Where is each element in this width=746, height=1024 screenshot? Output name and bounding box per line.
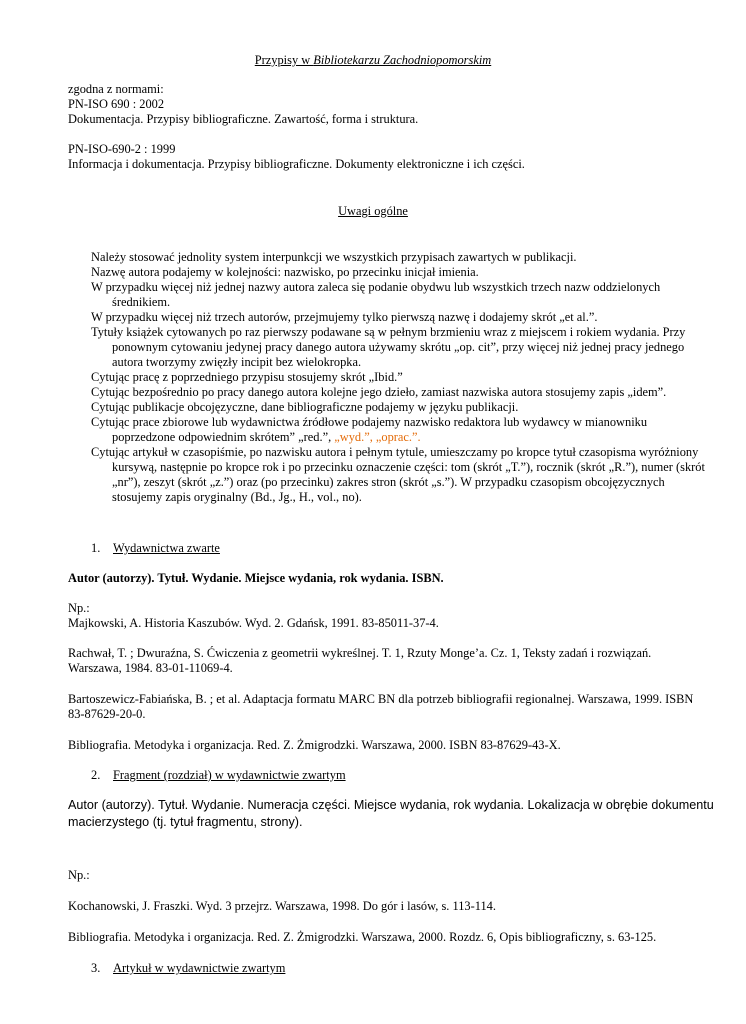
rule-9-text: Cytując prace zbiorowe lub wydawnictwa źródłowe podajemy nazwisko redaktora lub wydawcy w mianowniku poprzedzone odpowiednim skrótem” „red.”, [91, 415, 648, 444]
document-title [0, 53, 746, 68]
rule-item: Należy stosować jednolity system interpunkcji we wszystkich przypisach zawartych w publikacji. [91, 250, 577, 264]
example-entry: Bibliografia. Metodyka i organizacja. Red. Z. Żmigrodzki. Warszawa, 2000. ISBN 83-87629-43-X. [68, 738, 561, 752]
section-2-format: Autor (autorzy). Tytuł. Wydanie. Numeracja części. Miejsce wydania, rok wydania. Lokalizacja w obrębie dokumentu macierzystego (tj. tytuł fragmentu, strony). [68, 798, 714, 829]
general-rules-list [91, 250, 713, 505]
section-3-title: Artykuł w wydawnictwie zwartym [113, 961, 286, 975]
rule-9-accent-text: „wyd.”, „oprac.”. [334, 430, 421, 444]
example-entry: Bibliografia. Metodyka i organizacja. Red. Z. Żmigrodzki. Warszawa, 2000. Rozdz. 6, Opis bibliograficzny, s. 63-125. [68, 930, 657, 944]
section-1-number: 1. [91, 541, 101, 555]
example-entry: Kochanowski, J. Fraszki. Wyd. 3 przejrz. Warszawa, 1998. Do gór i lasów, s. 113-114. [68, 899, 496, 913]
rule-item: Cytując artykuł w czasopiśmie, po nazwisku autora i pełnym tytule, umieszczamy po kropce tytuł czasopisma wyróżniony kursywą, następnie po kropce rok i po przecinku oznaczenie części: tom (skrót „T.”), rocznik (skrót „R.”), numer (skrót „nr”), zeszyt (skrót „z.”) oraz (po przecinku) zakres stron (skrót „s.”). W przypadku czasopism obcojęzycznych stosujemy zapis oryginalny (Bd., Jg., H., vol., no). [91, 445, 705, 504]
general-remarks-heading: Uwagi ogólne [338, 204, 408, 218]
rule-item: Nazwę autora podajemy w kolejności: nazwisko, po przecinku inicjał imienia. [91, 265, 479, 279]
section-2-title: Fragment (rozdział) w wydawnictwie zwartym [113, 768, 346, 782]
section-1-heading [91, 541, 220, 556]
standards-intro: zgodna z normami: [68, 82, 164, 96]
section-2-number: 2. [91, 768, 101, 782]
rule-item: Cytując bezpośrednio po pracy danego autora kolejne jego dzieło, zamiast nazwiska autora stosujemy zapis „idem”. [91, 385, 667, 399]
section-1-title: Wydawnictwa zwarte [113, 541, 220, 555]
section-1-format: Autor (autorzy). Tytuł. Wydanie. Miejsce wydania, rok wydania. ISBN. [68, 571, 444, 585]
rule-item: Cytując pracę z poprzedniego przypisu stosujemy skrót „Ibid.” [91, 370, 403, 384]
rule-item: W przypadku więcej niż trzech autorów, przejmujemy tylko pierwszą nazwę i dodajemy skrót „et al.”. [91, 310, 598, 324]
rule-item: Tytuły książek cytowanych po raz pierwszy podawane są w pełnym brzmieniu wraz z miejscem i rokiem wydania. Przy ponownym cytowaniu jedynej pracy danego autora używamy skrótu „op. cit”, przy więcej niż jednej pracy jednego autora tworzymy zwięzły incipit bez wielokropka. [91, 325, 686, 369]
rule-item: Cytując publikacje obcojęzyczne, dane bibliograficzne podajemy w języku publikacji. [91, 400, 519, 414]
standard-2-description: Informacja i dokumentacja. Przypisy bibliograficzne. Dokumenty elektroniczne i ich części. [68, 157, 525, 171]
rule-item [91, 415, 713, 445]
standard-1-description: Dokumentacja. Przypisy bibliograficzne. Zawartość, forma i struktura. [68, 112, 419, 126]
section-1-np: Np.: [68, 601, 90, 615]
section-2-np: Np.: [68, 868, 90, 882]
title-italic-text: Bibliotekarzu Zachodniopomorskim [313, 53, 492, 67]
title-text: Przypisy w [254, 53, 314, 67]
standard-2-code: PN-ISO-690-2 : 1999 [68, 142, 176, 156]
standards-block-2 [68, 142, 688, 172]
example-entry: Majkowski, A. Historia Kaszubów. Wyd. 2. Gdańsk, 1991. 83-85011-37-4. [68, 616, 439, 630]
example-entry: Rachwał, T. ; Dwuraźna, S. Ćwiczenia z geometrii wykreślnej. T. 1, Rzuty Monge’a. Cz. 1, Teksty zadań i rozwiązań. Warszawa, 1984. 83-01-11069-4. [68, 646, 652, 675]
section-2-heading [91, 768, 346, 783]
section-3-number: 3. [91, 961, 101, 975]
standards-block [68, 82, 688, 127]
standard-1-code: PN-ISO 690 : 2002 [68, 97, 165, 111]
example-entry: Bartoszewicz-Fabiańska, B. ; et al. Adaptacja formatu MARC BN dla potrzeb bibliografii regionalnej. Warszawa, 1999. ISBN 83-87629-20-0. [68, 692, 694, 721]
rule-item: W przypadku więcej niż jednej nazwy autora zaleca się podanie obydwu lub wszystkich trzech nazw oddzielonych średnikiem. [91, 280, 661, 309]
section-3-heading [91, 961, 285, 976]
